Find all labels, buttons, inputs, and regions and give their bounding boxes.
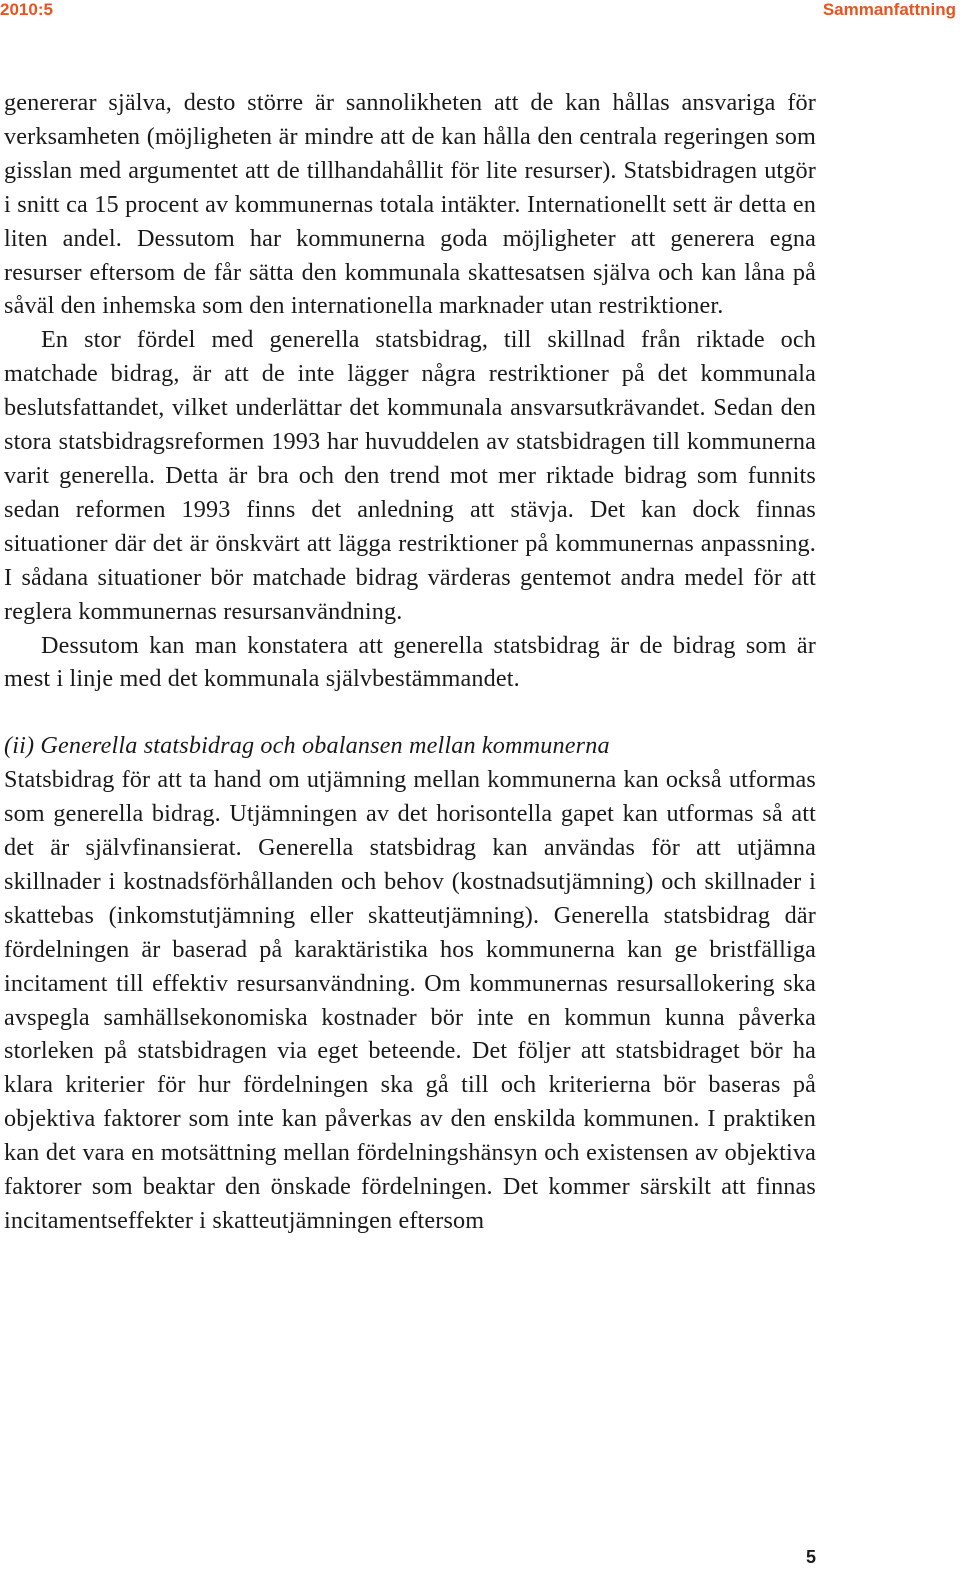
report-number: 2010:5	[0, 0, 53, 19]
page-number: 5	[805, 1547, 816, 1567]
body-text	[4, 86, 816, 1238]
paragraph-utjamning: Statsbidrag för att ta hand om utjämning mellan kommunerna kan också utformas som generella bidrag. Utjämningen av det horisontella gapet kan utformas så att det är självfinansierat. Generella statsbidrag kan användas för att utjämna skillnader i kostnadsförhållanden och behov (kostnadsutjämning) och skillnader i skattebas (inkomstutjämning eller skatteutjämning). Generella statsbidrag där fördelningen är baserad på karaktäristika hos kommunerna kan ge bristfälliga incitament till effektiv resursanvändning. Om kommunernas resursallokering ska avspegla samhällsekonomiska kostnader bör inte en kommun kunna påverka storleken på statsbidragen via eget beteende. Det följer att statsbidraget bör ha klara kriterier för hur fördelningen ska gå till och kriterierna bör baseras på objektiva faktorer som inte kan påverkas av den enskilda kommunen. I praktiken kan det vara en motsättning mellan fördelningshänsyn och existensen av objektiva faktorer som beaktar den önskade fördelningen. Det kommer särskilt att finnas incitamentseffekter i skatteutjämningen eftersom	[4, 766, 816, 1234]
running-header	[0, 0, 960, 24]
section-title: Sammanfattning	[822, 0, 956, 19]
paragraph-generella-fordel: En stor fördel med generella statsbidrag, till skillnad från riktade och matchade bidrag, är att de inte lägger några restriktioner på det kommunala beslutsfattandet, vilket underlättar det kommunala ansvarsutkrävandet. Sedan den stora statsbidragsreformen 1993 har huvuddelen av statsbidragen till kommunerna varit generella. Detta är bra och den trend mot mer riktade bidrag som funnits sedan reformen 1993 finns det anledning att stävja. Det kan dock finnas situationer där det är önskvärt att lägga restriktioner på kommunernas anpassning. I sådana situationer bör matchade bidrag värderas gentemot andra medel för att reglera kommunernas resursanvändning.	[4, 326, 816, 625]
paragraph-continued: genererar själva, desto större är sannolikheten att de kan hållas ansvariga för verksamheten (möjligheten är mindre att de kan hålla den centrala regeringen som gisslan med argumentet att de tillhandahållit för lite resurser). Statsbidragen utgör i snitt ca 15 procent av kommunernas totala intäkter. Internationellt sett är detta en liten andel. Dessutom har kommunerna goda möjligheter att generera egna resurser eftersom de får sätta den kommunala skattesatsen själva och kan låna på såväl den inhemska som den internationella marknader utan restriktioner.	[4, 89, 816, 320]
paragraph-sjalvbestammande: Dessutom kan man konstatera att generella statsbidrag är de bidrag som är mest i linje med det kommunala självbestämmandet.	[4, 631, 816, 693]
section-heading: (ii) Generella statsbidrag och obalansen mellan kommunerna	[4, 732, 610, 760]
